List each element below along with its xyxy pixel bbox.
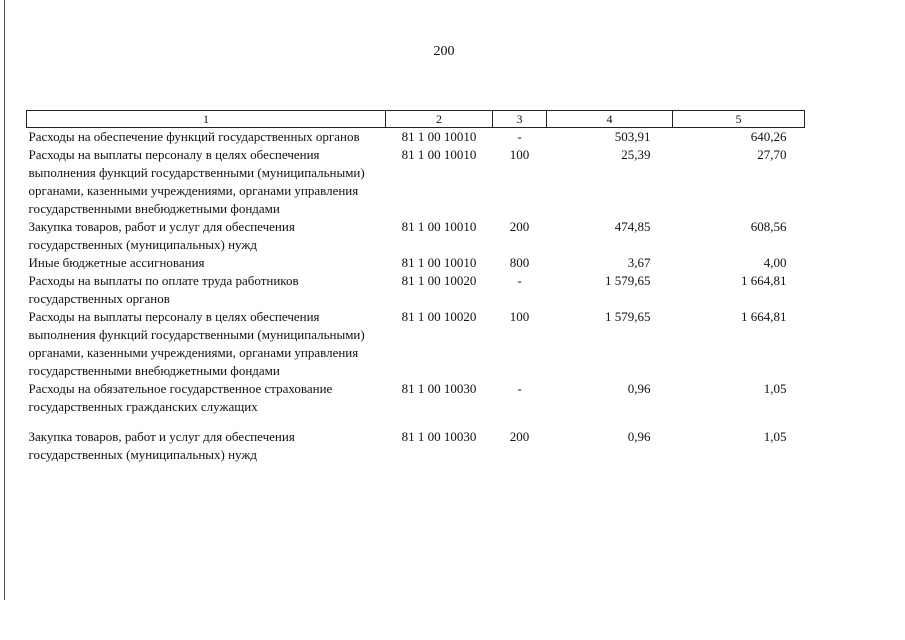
row-name: Расходы на обеспечение функций государственных органов bbox=[28, 129, 360, 144]
table-row bbox=[27, 416, 805, 464]
header-col-5: 5 bbox=[673, 111, 805, 128]
row-code: 81 1 00 10020 bbox=[401, 273, 477, 288]
row-type: - bbox=[517, 129, 522, 144]
row-value-5: 1 664,81 bbox=[741, 273, 787, 288]
row-value-4: 474,85 bbox=[614, 219, 651, 234]
row-type: - bbox=[517, 273, 522, 288]
table-row bbox=[27, 128, 805, 147]
row-value-4: 503,91 bbox=[614, 129, 651, 144]
row-value-5: 27,70 bbox=[757, 147, 787, 162]
table-row bbox=[27, 380, 805, 416]
row-name: Расходы на выплаты персоналу в целях обеспечения выполнения функций государственными (муниципальными) органами, казенными учреждениями, органами управления государственными внебюджетными фондами bbox=[28, 147, 365, 216]
row-name: Закупка товаров, работ и услуг для обеспечения государственных (муниципальных) нужд bbox=[28, 429, 295, 462]
page-number: 200 bbox=[433, 44, 455, 59]
row-code: 81 1 00 10010 bbox=[401, 219, 477, 234]
header-col-4: 4 bbox=[547, 111, 673, 128]
table-row bbox=[27, 272, 805, 308]
header-col-1: 1 bbox=[27, 111, 386, 128]
row-code: 81 1 00 10030 bbox=[401, 381, 477, 396]
row-type: 200 bbox=[509, 429, 530, 444]
row-name: Иные бюджетные ассигнования bbox=[28, 255, 205, 270]
row-value-5: 1 664,81 bbox=[741, 309, 787, 324]
table-row bbox=[27, 254, 805, 272]
row-value-4: 1 579,65 bbox=[605, 273, 651, 288]
row-code: 81 1 00 10030 bbox=[401, 429, 477, 444]
budget-table bbox=[26, 110, 805, 464]
row-type: 100 bbox=[509, 147, 530, 162]
row-value-4: 1 579,65 bbox=[605, 309, 651, 324]
row-type: 100 bbox=[509, 309, 530, 324]
row-value-5: 1,05 bbox=[763, 381, 787, 396]
row-type: 800 bbox=[509, 255, 530, 270]
table-row bbox=[27, 218, 805, 254]
header-col-2: 2 bbox=[386, 111, 493, 128]
row-name: Расходы на выплаты персоналу в целях обеспечения выполнения функций государственными (муниципальными) органами, казенными учреждениями, органами управления государственными внебюджетными фондами bbox=[28, 309, 365, 378]
header-row bbox=[27, 111, 805, 128]
row-value-4: 0,96 bbox=[627, 429, 651, 444]
table-row bbox=[27, 146, 805, 218]
row-value-5: 640,26 bbox=[750, 129, 787, 144]
row-value-4: 25,39 bbox=[621, 147, 651, 162]
row-type: - bbox=[517, 381, 522, 396]
row-code: 81 1 00 10010 bbox=[401, 129, 477, 144]
row-code: 81 1 00 10010 bbox=[401, 147, 477, 162]
page-edge-line bbox=[4, 0, 5, 600]
row-value-5: 4,00 bbox=[763, 255, 787, 270]
table-row bbox=[27, 308, 805, 380]
row-value-4: 0,96 bbox=[627, 381, 651, 396]
row-type: 200 bbox=[509, 219, 530, 234]
row-value-5: 608,56 bbox=[750, 219, 787, 234]
row-name: Расходы на обязательное государственное страхование государственных гражданских служащих bbox=[28, 381, 333, 414]
header-col-3: 3 bbox=[493, 111, 547, 128]
row-code: 81 1 00 10020 bbox=[401, 309, 477, 324]
row-name: Расходы на выплаты по оплате труда работников государственных органов bbox=[28, 273, 299, 306]
row-code: 81 1 00 10010 bbox=[401, 255, 477, 270]
row-value-5: 1,05 bbox=[763, 429, 787, 444]
row-name: Закупка товаров, работ и услуг для обеспечения государственных (муниципальных) нужд bbox=[28, 219, 295, 252]
row-value-4: 3,67 bbox=[627, 255, 651, 270]
